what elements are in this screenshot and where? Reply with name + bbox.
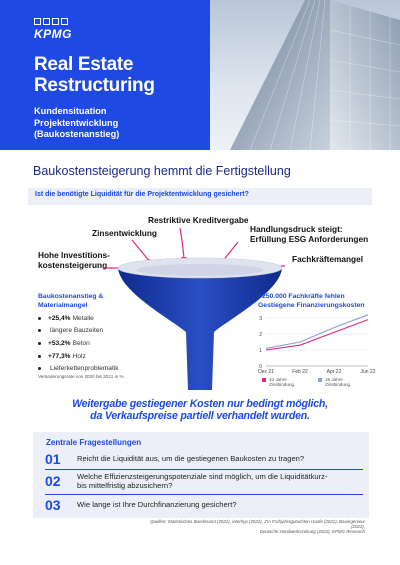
x-tick-label: Jun 22: [360, 369, 376, 375]
cost-increase-title: [38, 293, 103, 310]
question-row: [45, 497, 363, 513]
bullet-icon: [38, 342, 41, 345]
key-questions-box: [33, 432, 369, 518]
list-item: [38, 312, 119, 325]
page-subtitle: [34, 106, 119, 141]
list-item-label: Metalle: [72, 314, 94, 322]
question-number: 03: [45, 497, 61, 513]
label-fachkraeftemangel: Fachkräftemangel: [292, 254, 364, 264]
cost-increase-title-line-1: Baukostenanstieg &: [38, 293, 104, 300]
bullet-icon: [38, 317, 41, 320]
question-text-line-1: Wie lange ist Ihre Durchfinanzierung gesichert?: [77, 500, 237, 510]
x-tick-label: Dez 21: [258, 369, 274, 375]
y-tick-label: 2: [259, 331, 262, 338]
question-divider: [45, 494, 363, 495]
sources-line-2: Deutsche Handwerkszeitung (2022), KPMG Research: [259, 529, 365, 535]
list-item-value: +77,3%: [48, 352, 71, 360]
legend-label-line-2: Zinsbindung: [325, 382, 351, 388]
subtitle-line-1: Kundensituation: [34, 106, 107, 116]
financing-title-line-2: Gestiegene Finanzierungskosten: [258, 301, 365, 309]
bullet-icon: [38, 329, 41, 332]
cost-increase-footnote: Veränderungsrate von 2020 bis 2021 in %: [38, 374, 124, 379]
y-tick-label: 1: [259, 347, 262, 354]
subtitle-line-3: (Baukostenanstieg): [34, 129, 120, 139]
question-divider: [45, 469, 363, 470]
list-item-label: Holz: [72, 352, 86, 360]
list-item: [38, 325, 119, 338]
question-text-line-2: bis mittelfristig abzusichern?: [77, 481, 173, 491]
label-restriktive-kreditvergabe: Restriktive Kreditvergabe: [148, 215, 249, 225]
series-line-15-years: [266, 315, 368, 349]
legend-item-15-years: [318, 377, 350, 388]
logo-squares: [34, 18, 94, 25]
question-text: [71, 500, 237, 509]
question-text-line-1: Reicht die Liquidität aus, um die gestiegenen Baukosten zu tragen?: [77, 454, 305, 464]
financing-costs-title: [258, 293, 365, 310]
label-hohe-line-2: kostensteigerung: [38, 260, 108, 270]
question-row: [45, 472, 363, 490]
financing-title-line-1: >250.000 Fachkräfte fehlen: [258, 293, 345, 300]
cost-increase-title-line-2: Materialmangel: [38, 301, 88, 309]
legend-item-10-years: [262, 377, 294, 388]
list-item-value: +53,2%: [48, 339, 71, 347]
key-question-bar: [28, 188, 372, 205]
title-line-1: Real Estate: [34, 54, 134, 75]
question-text: [71, 454, 304, 463]
question-text-line-1: Welche Effizienzsteigerungspotenziale sind möglich, um die Liquiditätkurz-: [77, 472, 328, 481]
legend-label-line-1: 15 Jahre: [325, 377, 343, 382]
key-statement-line-2: da Verkaufspreise partiell verhandelt wurden.: [90, 410, 310, 422]
sources-line-1: Quellen: Statistisches Bundesamt (2022), interhyp (2022), ZIA Frühjahrsgutachten Haufe (2022), Bauingenieur (2022),: [150, 519, 365, 530]
list-item-label: Beton: [72, 339, 90, 347]
list-item-label: Lieferkettenproblematik: [50, 365, 119, 373]
legend-label-line-1: 10 Jahre: [269, 377, 287, 382]
kpmg-logo: [34, 18, 94, 44]
key-question-text: Ist die benötigte Liquidität für die Projektentwicklung gesichert?: [35, 191, 249, 198]
list-item: [38, 350, 119, 363]
bullet-icon: [38, 367, 41, 370]
list-item-label: längere Bauzeiten: [50, 327, 104, 335]
question-text: [71, 472, 327, 490]
legend-label-line-2: Zinsbindung: [269, 382, 295, 388]
label-zinsentwicklung: Zinsentwicklung: [92, 228, 157, 238]
legend-swatch: [262, 378, 266, 382]
page-title: [34, 54, 155, 96]
header-banner: [0, 0, 400, 150]
section-title: Baukostensteigerung hemmt die Fertigstellung: [33, 164, 291, 178]
key-statement: [0, 398, 400, 422]
question-number: 01: [45, 451, 61, 467]
y-tick-label: 0: [259, 363, 262, 370]
question-row: [45, 451, 363, 467]
label-handlungsdruck-line-2: Erfüllung ESG Anforderungen: [250, 234, 369, 244]
x-tick-label: Apr 22: [326, 369, 342, 375]
logo-wordmark: KPMG: [34, 27, 72, 41]
label-handlungsdruck-line-1: Handlungsdruck steigt:: [250, 224, 343, 234]
title-line-2: Restructuring: [34, 75, 155, 96]
sources-footnote: [140, 519, 365, 535]
building-photo: [210, 0, 400, 150]
list-item-value: +25,4%: [48, 314, 71, 322]
question-number: 02: [45, 473, 61, 490]
list-item: [38, 337, 119, 350]
label-hohe-line-1: Hohe Investitions-: [38, 250, 110, 260]
key-questions-title: Zentrale Fragestellungen: [46, 438, 142, 447]
subtitle-line-2: Projektentwicklung: [34, 117, 119, 128]
legend-swatch: [318, 378, 322, 382]
y-tick-label: 3: [259, 315, 262, 322]
x-tick-label: Feb 22: [292, 369, 308, 375]
cost-increase-list: [38, 312, 119, 375]
key-statement-line-1: Weitergabe gestiegener Kosten nur bedingt möglich,: [72, 398, 328, 410]
bullet-icon: [38, 355, 41, 358]
